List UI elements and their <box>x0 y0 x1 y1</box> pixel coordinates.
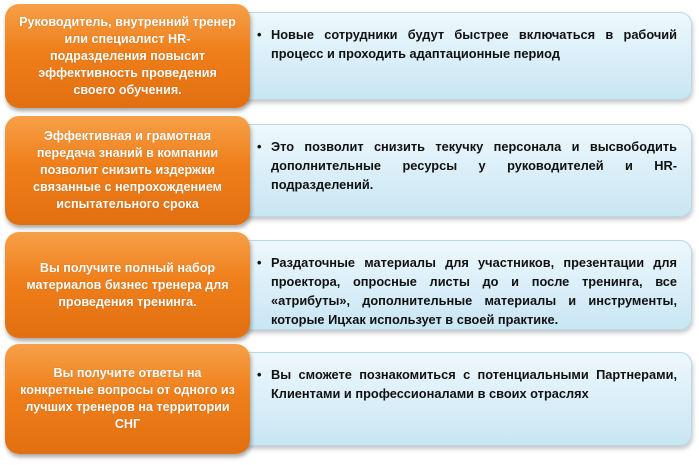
benefit-detail-text: Вы сможете познакомиться с потенциальными Партнерами, Клиентами и профессионалами в своих отраслях <box>271 367 677 401</box>
bullet-icon: • <box>257 255 262 270</box>
benefit-detail-text: Новые сотрудники будут быстрее включаться в рабочий процесс и проходить адаптационные период <box>271 27 677 61</box>
benefit-detail-box <box>236 352 692 446</box>
benefit-title-box <box>5 116 250 225</box>
benefit-row-1 <box>0 4 699 108</box>
benefit-row-2 <box>0 116 699 225</box>
benefit-detail-box <box>236 12 692 100</box>
benefit-title: Эффективная и грамотная передача знаний в компании позволит снизить издержки связанные с непрохождением испытательного срока <box>33 129 222 211</box>
benefit-title-box <box>5 4 250 108</box>
benefit-detail <box>257 25 677 63</box>
benefit-title: Вы получите полный набор материалов бизнес тренера для проведения тренинга. <box>26 260 229 309</box>
benefit-detail-text: Это позволит снизить текучку персонала и высвободить дополнительные ресурсы у руководителей и HR-подразделений. <box>271 139 677 192</box>
benefit-row-3 <box>0 232 699 338</box>
bullet-icon: • <box>257 367 262 382</box>
benefit-detail-text: Раздаточные материалы для участников, презентации для проектора, опросные листы до и после тренинга, все «атрибуты», дополнительные материалы и инструменты, которые Ицхак использует в своей практике. <box>271 255 677 327</box>
bullet-icon: • <box>257 139 262 154</box>
benefit-detail <box>257 253 677 329</box>
benefit-detail <box>257 137 677 194</box>
benefit-detail-box <box>236 124 692 217</box>
bullet-icon: • <box>257 27 262 42</box>
benefit-detail-box <box>236 240 692 330</box>
benefit-title: Руководитель, внутренний тренер или специалист HR-подразделения повысит эффективность проведения своего обучения. <box>19 14 236 97</box>
benefit-title-box <box>5 344 250 454</box>
benefit-title-box <box>5 232 250 338</box>
benefit-detail <box>257 365 677 403</box>
benefit-row-4 <box>0 344 699 454</box>
benefit-title: Вы получите ответы на конкретные вопросы от одного из лучших тренеров на территории СНГ <box>20 366 235 431</box>
